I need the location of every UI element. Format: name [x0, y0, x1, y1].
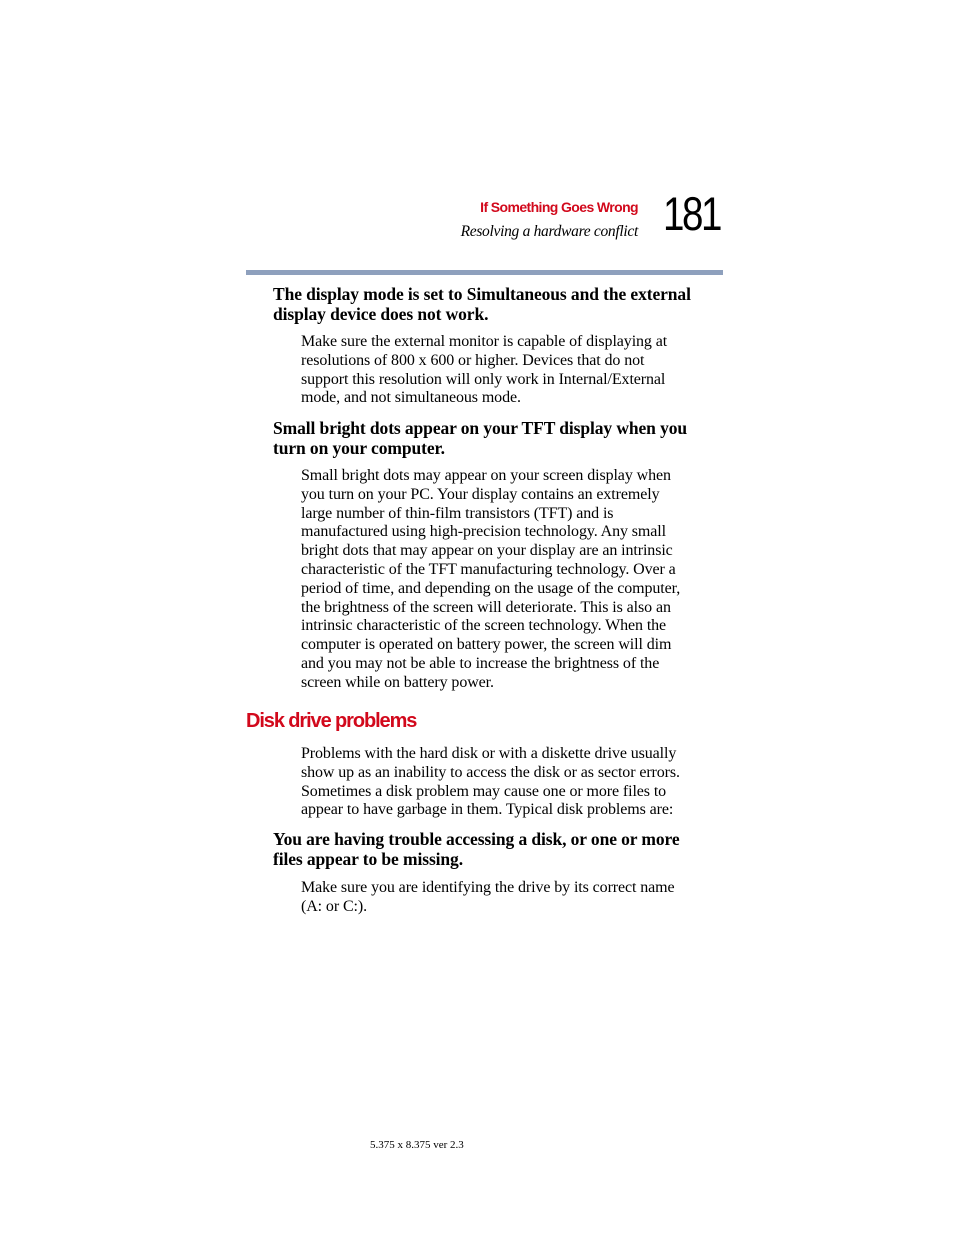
body-line: and you may not be able to increase the brightness of the — [301, 654, 660, 672]
page-number: 181 — [663, 187, 720, 240]
body-line: manufactured using high-precision technology. Any small — [301, 523, 666, 541]
topic-heading-line: You are having trouble accessing a disk, or one or more — [273, 829, 680, 849]
body-line: Make sure the external monitor is capable of displaying at — [301, 333, 668, 350]
body-line: (A: or C:). — [301, 897, 368, 915]
running-header-chapter: If Something Goes Wrong — [480, 199, 638, 215]
body-line: screen while on battery power. — [301, 673, 494, 691]
section-heading-disk-drive: Disk drive problems — [246, 710, 417, 732]
body-line: Small bright dots may appear on your screen display when — [301, 467, 671, 484]
topic-body-bright-dots — [301, 467, 726, 693]
body-line: appear to have garbage in them. Typical disk problems are: — [301, 801, 674, 819]
disk-section-intro — [301, 745, 726, 820]
topic-body-simultaneous-display — [301, 333, 726, 408]
body-line: Problems with the hard disk or with a diskette drive usually — [301, 745, 677, 762]
body-line: you turn on your PC. Your display contains an extremely — [301, 485, 660, 503]
topic-heading-line: display device does not work. — [273, 304, 489, 324]
topic-heading-simultaneous-display — [273, 284, 733, 324]
header-divider — [246, 270, 723, 275]
body-line: support this resolution will only work in Internal/External — [301, 370, 666, 388]
body-line: show up as an inability to access the disk or as sector errors. — [301, 763, 680, 781]
body-line: characteristic of the TFT manufacturing technology. Over a — [301, 560, 676, 578]
running-header-section: Resolving a hardware conflict — [460, 223, 638, 240]
topic-heading-bright-dots — [273, 418, 733, 458]
body-line: period of time, and depending on the usage of the computer, — [301, 579, 681, 597]
topic-body-disk-access — [301, 879, 726, 917]
footer-version: 5.375 x 8.375 ver 2.3 — [370, 1139, 464, 1151]
topic-heading-line: Small bright dots appear on your TFT display when you — [273, 418, 688, 438]
body-line: bright dots that may appear on your display are an intrinsic — [301, 542, 673, 560]
body-line: computer is operated on battery power, the screen will dim — [301, 636, 672, 654]
body-line: large number of thin-film transistors (TFT) and is — [301, 504, 614, 522]
topic-heading-line: files appear to be missing. — [273, 849, 463, 869]
topic-heading-line: The display mode is set to Simultaneous and the external — [273, 284, 691, 304]
body-line: Make sure you are identifying the drive by its correct name — [301, 879, 675, 896]
body-line: the brightness of the screen will deteriorate. This is also an — [301, 598, 671, 616]
topic-heading-line: turn on your computer. — [273, 438, 445, 458]
topic-heading-disk-access — [273, 829, 733, 869]
body-line: Sometimes a disk problem may cause one or more files to — [301, 782, 667, 800]
body-line: mode, and not simultaneous mode. — [301, 389, 521, 407]
body-line: intrinsic characteristic of the screen technology. When the — [301, 617, 667, 635]
body-line: resolutions of 800 x 600 or higher. Devices that do not — [301, 351, 645, 369]
